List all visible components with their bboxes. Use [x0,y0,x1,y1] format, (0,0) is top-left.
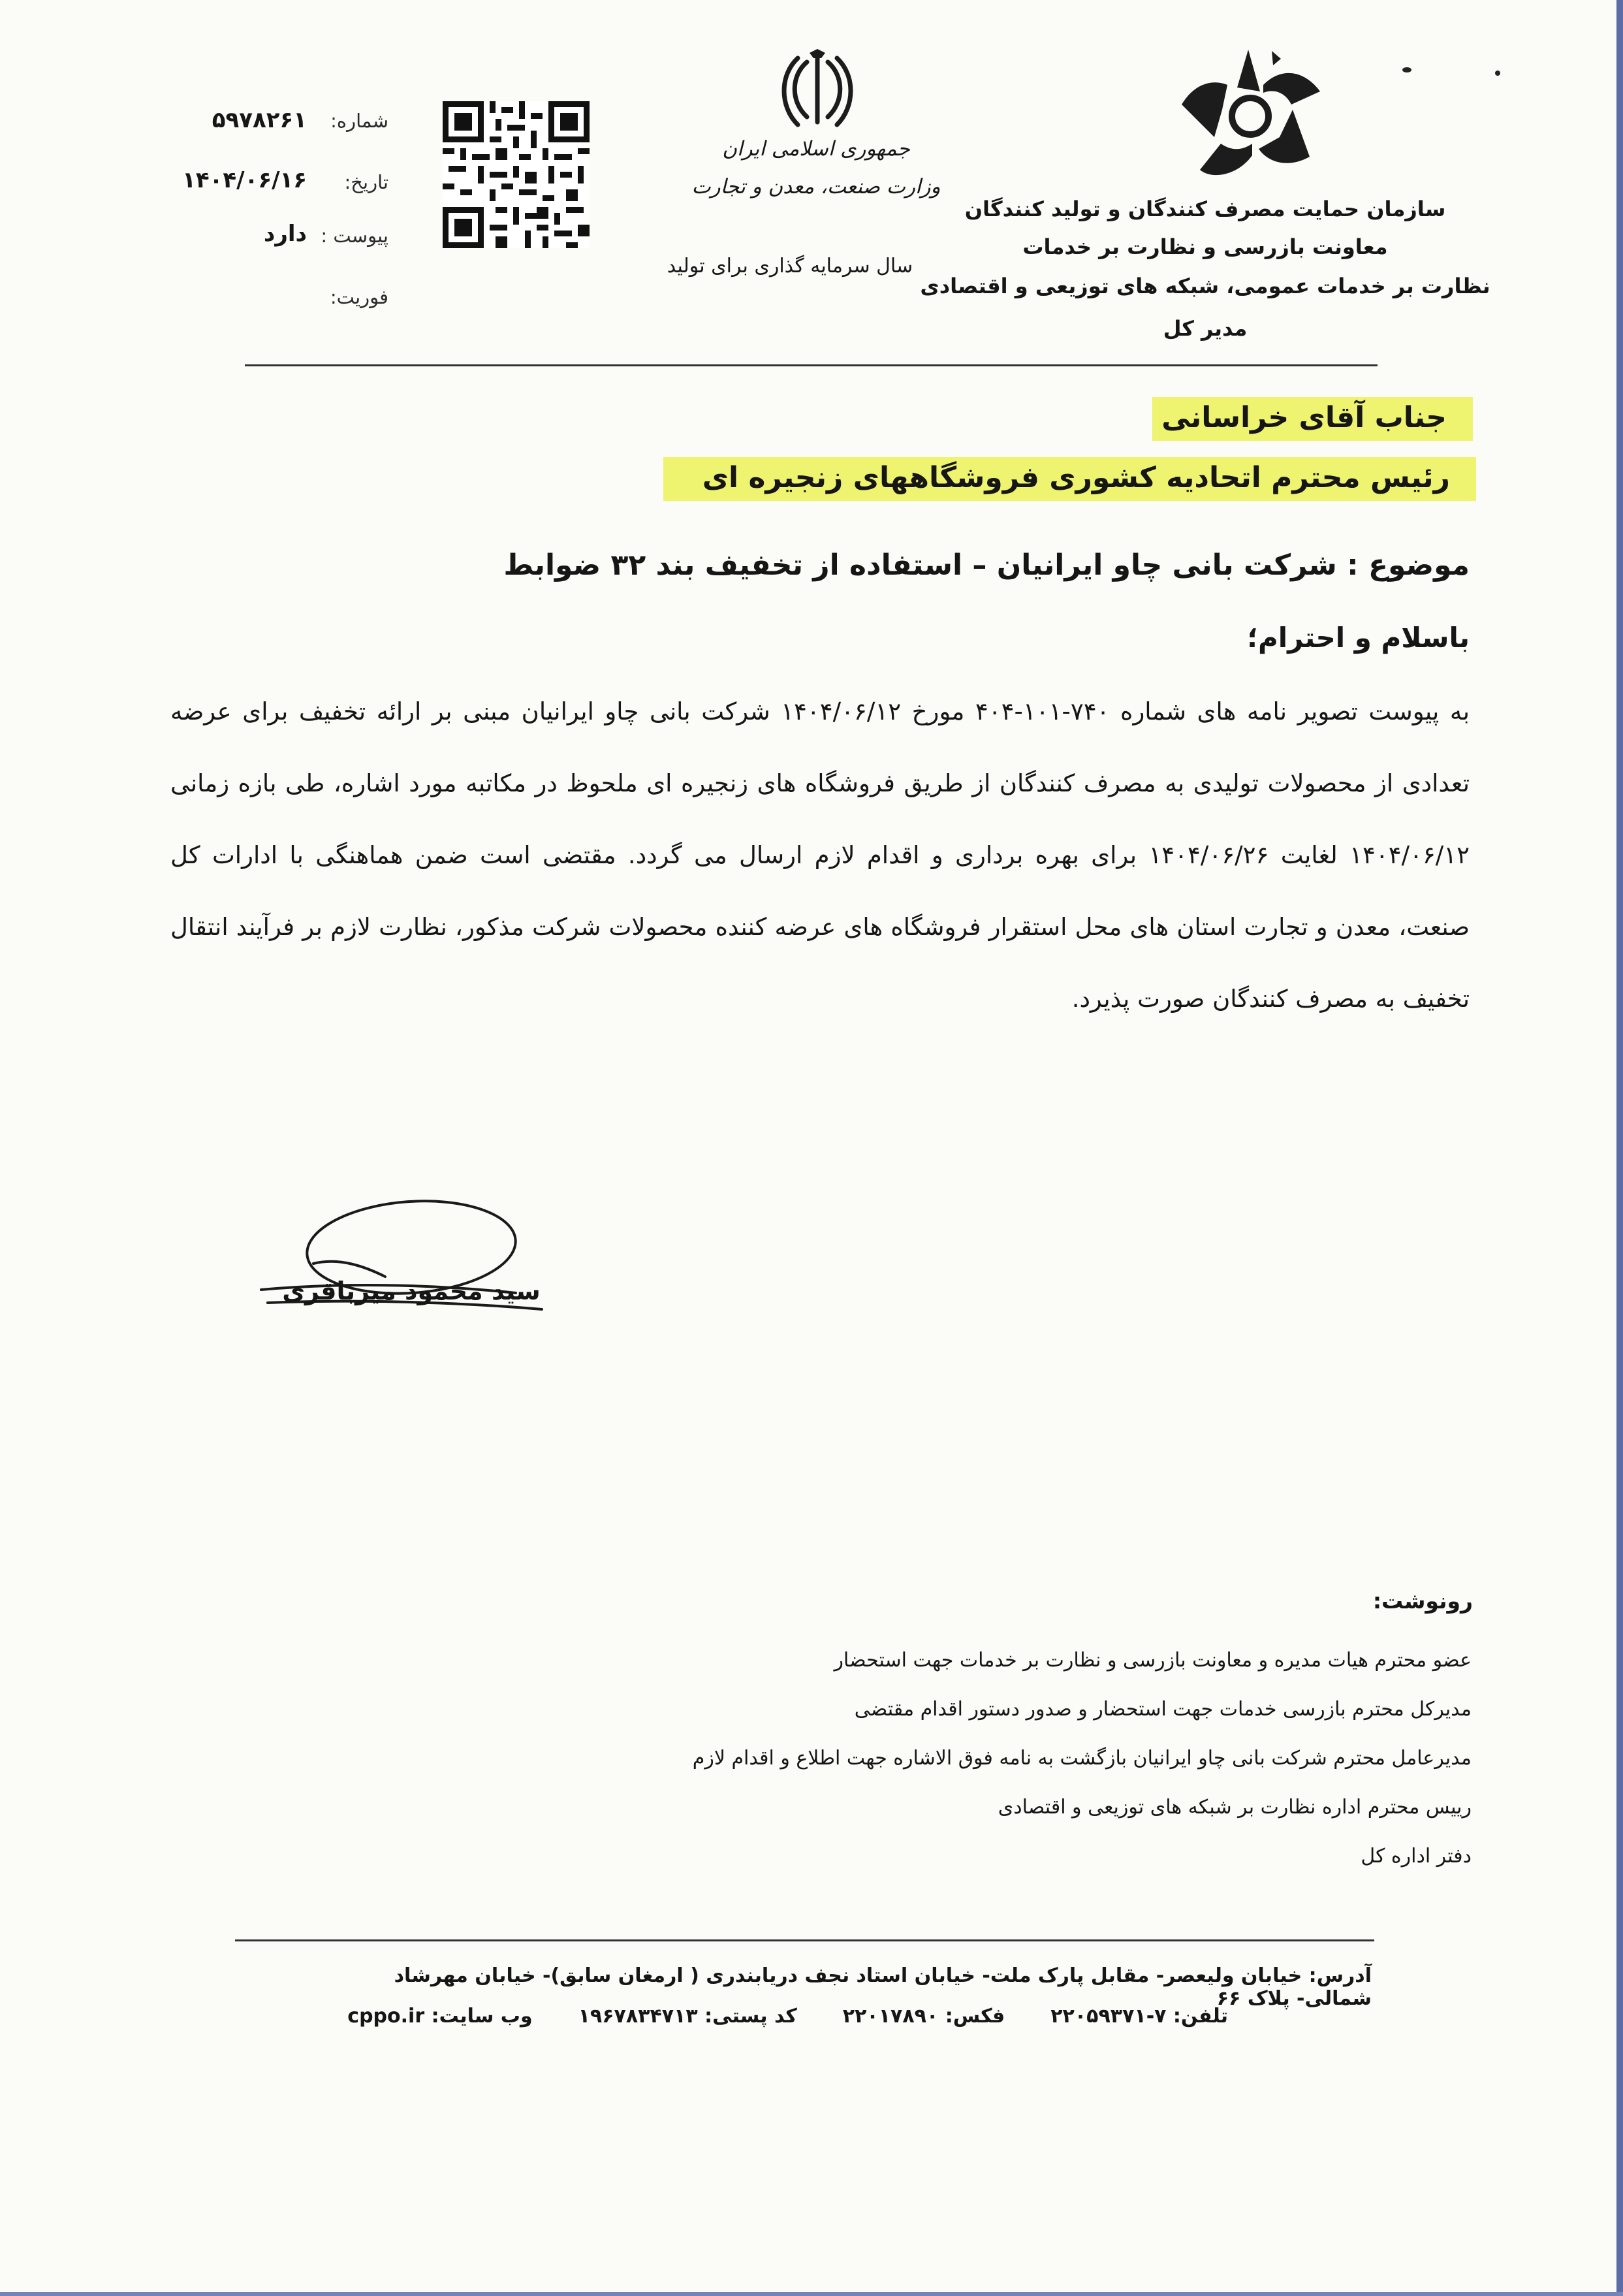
cc-item: رییس محترم اداره نظارت بر شبکه های توزیعی و اقتصادی [998,1796,1472,1819]
org-deputy-line: معاونت بازرسی و نظارت بر خدمات [1022,234,1388,259]
footer-postal-code: کد پستی: ۱۹۶۷۸۳۴۷۱۳ [578,2005,797,2028]
ink-speck [1402,67,1411,72]
signer-name: سید محمود میرباقری [282,1277,541,1305]
date-value: ۱۴۰۴/۰۶/۱۶ [182,167,307,193]
org-name-line: سازمان حمایت مصرف کنندگان و تولید کنندگان [964,197,1446,221]
qr-code-icon [443,101,590,248]
org-dept-line: نظارت بر خدمات عمومی، شبکه های توزیعی و اقتصادی [920,274,1490,298]
footer-contacts [210,2005,1228,2028]
cc-list [427,1636,1472,1881]
organization-logo-icon [1175,46,1325,183]
cc-item: مدیرعامل محترم شرکت بانی چاو ایرانیان بازگشت به نامه فوق الاشاره جهت اطلاع و اقدام لازم [692,1747,1472,1770]
attachment-value: دارد [263,221,307,247]
number-value: ۵۹۷۸۲۶۱ [212,107,307,133]
greeting: باسلام و احترام؛ [1247,622,1470,654]
cc-item: دفتر اداره کل [1361,1845,1472,1868]
urgency-label: فوریت: [330,286,388,308]
recipient-name: جناب آقای خراسانی [1152,397,1473,441]
org-title-line: مدیر کل [1163,316,1248,341]
letter-body: به پیوست تصویر نامه های شماره ۷۴۰-۱۰۱-۴۰۴ مورخ ۱۴۰۴/۰۶/۱۲ شرکت بانی چاو ایرانیان مبنی بر ارائه تخفیف برای عرضه تعدادی از محصولات تولیدی به مصرف کنندگان از طریق فروشگاه های زنجیره ای ملحوظ در مکاتبه مورد اشاره، طی بازه زمانی ۱۴۰۴/۰۶/۱۲ لغایت ۱۴۰۴/۰۶/۲۶ برای بهره برداری و اقدام لازم ارسال می گردد. مقتضی است ضمن هماهنگی با ادارات کل صنعت، معدن و تجارت استان های محل استقرار فروشگاه های عرضه کننده محصولات شرکت مذکور، نظارت لازم بر فرآیند انتقال تخفیف به مصرف کنندگان صورت پذیرد. [170,697,1470,1013]
footer-divider [235,1939,1374,1941]
cc-title: رونوشت: [1372,1588,1473,1614]
date-label: تاریخ: [344,171,388,193]
year-slogan: سال سرمایه گذاری برای تولید [667,255,913,278]
footer-website: وب سایت: cppo.ir [347,2005,533,2028]
iran-emblem-icon [778,49,857,134]
scan-edge-right [1616,0,1623,2296]
attachment-label: پیوست : [321,225,388,247]
cc-item: مدیرکل محترم بازرسی خدمات جهت استحضار و صدور دستور اقدام مقتضی [854,1698,1472,1721]
cc-item: عضو محترم هیات مدیره و معاونت بازرسی و نظارت بر خدمات جهت استحضار [834,1649,1472,1672]
number-label: شماره: [330,110,388,132]
signature-scribble [255,1185,568,1335]
scan-edge-bottom [0,2292,1623,2296]
ink-speck [1495,71,1500,76]
subject-line: موضوع : شرکت بانی چاو ایرانیان – استفاده از تخفیف بند ۳۲ ضوابط [503,549,1470,582]
ministry-country-line: جمهوری اسلامی ایران [722,137,910,161]
footer-phone: تلفن: ۷-۲۲۰۵۹۳۷۱ [1050,2005,1228,2028]
header-divider [245,364,1378,366]
footer-fax: فکس: ۲۲۰۱۷۸۹۰ [842,2005,1005,2028]
recipient-title: رئیس محترم اتحادیه کشوری فروشگاههای زنجیره ای [663,457,1476,501]
footer-address: آدرس: خیابان ولیعصر- مقابل پارک ملت- خیابان استاد نجف دریابندری ( ارمغان سابق)- خیابان مهرشاد شمالی- پلاک ۶۶ [394,1964,1372,2010]
ministry-name-line: وزارت صنعت، معدن و تجارت [691,175,941,199]
